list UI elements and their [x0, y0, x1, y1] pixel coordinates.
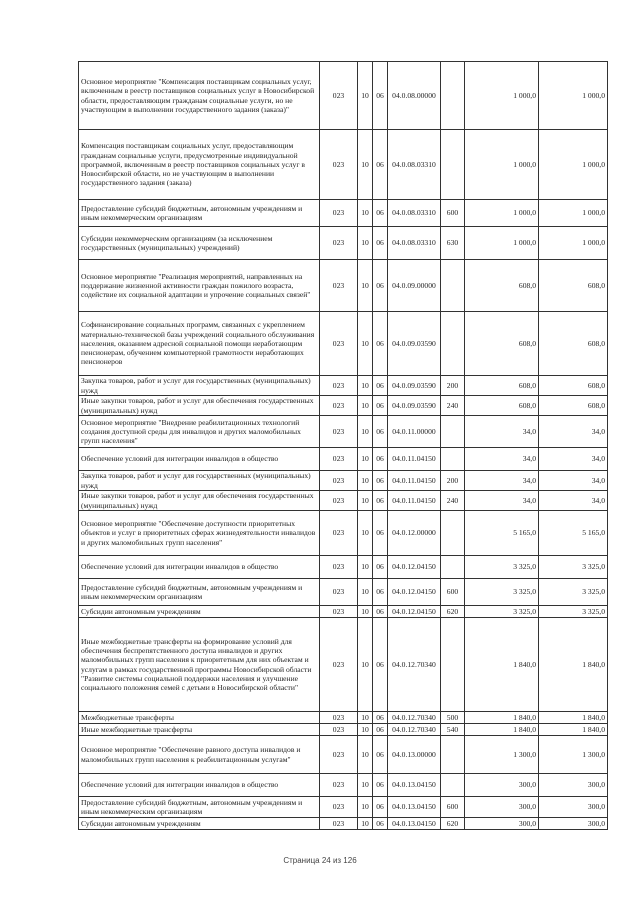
expense-type-code: 500: [441, 712, 465, 724]
row-name: Иные межбюджетные трансферты на формирование условий для обеспечения беспрепятственного доступа инвалидов и других маломобильных групп населения к приоритетным для них объектам и услугам в рамках государственной программы Новосибирской области "Развитие системы социальной поддержки населения и улучшение социального положения семей с детьми в Новосибирской области": [79, 618, 320, 712]
section-code: 10: [358, 200, 373, 227]
ministry-code: 023: [320, 312, 358, 376]
subsection-code: 06: [373, 312, 388, 376]
amount-year-1: 1 840,0: [465, 712, 539, 724]
subsection-code: 06: [373, 797, 388, 818]
amount-year-1: 5 165,0: [465, 511, 539, 556]
ministry-code: 023: [320, 511, 358, 556]
table-row: [79, 448, 608, 471]
expense-type-code: [441, 448, 465, 471]
expense-type-code: 620: [441, 818, 465, 830]
amount-year-2: 3 325,0: [539, 606, 608, 618]
row-name: Предоставление субсидий бюджетным, автономным учреждениям и иным некоммерческим организациям: [79, 200, 320, 227]
subsection-code: 06: [373, 712, 388, 724]
subsection-code: 06: [373, 579, 388, 606]
row-name: Закупка товаров, работ и услуг для государственных (муниципальных) нужд: [79, 471, 320, 491]
ministry-code: 023: [320, 376, 358, 396]
amount-year-2: 1 000,0: [539, 130, 608, 200]
row-name: Межбюджетные трансферты: [79, 712, 320, 724]
row-name: Предоставление субсидий бюджетным, автономным учреждениям и иным некоммерческим организациям: [79, 797, 320, 818]
section-code: 10: [358, 312, 373, 376]
section-code: 10: [358, 736, 373, 774]
ministry-code: 023: [320, 227, 358, 260]
subsection-code: 06: [373, 724, 388, 736]
table-row: [79, 130, 608, 200]
target-article-code: 04.0.09.03590: [388, 376, 441, 396]
expense-type-code: [441, 511, 465, 556]
amount-year-1: 1 840,0: [465, 724, 539, 736]
row-name: Субсидии некоммерческим организациям (за исключением государственных (муниципальных) учреждений): [79, 227, 320, 260]
target-article-code: 04.0.12.04150: [388, 556, 441, 579]
target-article-code: 04.0.09.00000: [388, 260, 441, 312]
table-row: [79, 416, 608, 448]
amount-year-1: 608,0: [465, 376, 539, 396]
ministry-code: 023: [320, 712, 358, 724]
table-row: [79, 62, 608, 130]
amount-year-2: 1 000,0: [539, 200, 608, 227]
expense-type-code: 240: [441, 396, 465, 416]
ministry-code: 023: [320, 62, 358, 130]
ministry-code: 023: [320, 818, 358, 830]
target-article-code: 04.0.12.04150: [388, 606, 441, 618]
ministry-code: 023: [320, 396, 358, 416]
amount-year-1: 34,0: [465, 491, 539, 511]
section-code: 10: [358, 62, 373, 130]
ministry-code: 023: [320, 200, 358, 227]
ministry-code: 023: [320, 606, 358, 618]
section-code: 10: [358, 724, 373, 736]
section-code: 10: [358, 448, 373, 471]
amount-year-2: 1 300,0: [539, 736, 608, 774]
expense-type-code: 600: [441, 200, 465, 227]
ministry-code: 023: [320, 724, 358, 736]
row-name: Иные закупки товаров, работ и услуг для обеспечения государственных (муниципальных) нужд: [79, 396, 320, 416]
subsection-code: 06: [373, 62, 388, 130]
expense-type-code: [441, 736, 465, 774]
ministry-code: 023: [320, 556, 358, 579]
table-row: [79, 511, 608, 556]
section-code: 10: [358, 797, 373, 818]
row-name: Софинансирование социальных программ, связанных с укреплением материально-технической базы учреждений социального обслуживания населения, оказанием адресной социальной помощи неработающим пенсионерам, обучением компьютерной грамотности неработающих пенсионеров: [79, 312, 320, 376]
table-row: [79, 579, 608, 606]
subsection-code: 06: [373, 376, 388, 396]
amount-year-2: 1 840,0: [539, 712, 608, 724]
section-code: 10: [358, 491, 373, 511]
expense-type-code: [441, 312, 465, 376]
table-body: [79, 62, 608, 830]
row-name: Основное мероприятие "Реализация мероприятий, направленных на поддержание жизненной активности граждан пожилого возраста, содействие их социальной адаптации и упрочение социальных связей": [79, 260, 320, 312]
amount-year-2: 608,0: [539, 260, 608, 312]
table-row: [79, 736, 608, 774]
subsection-code: 06: [373, 774, 388, 797]
section-code: 10: [358, 227, 373, 260]
amount-year-1: 1 300,0: [465, 736, 539, 774]
row-name: Закупка товаров, работ и услуг для государственных (муниципальных) нужд: [79, 376, 320, 396]
row-name: Субсидии автономным учреждениям: [79, 818, 320, 830]
section-code: 10: [358, 130, 373, 200]
subsection-code: 06: [373, 736, 388, 774]
amount-year-1: 1 000,0: [465, 200, 539, 227]
table-row: [79, 471, 608, 491]
amount-year-2: 34,0: [539, 491, 608, 511]
amount-year-2: 300,0: [539, 797, 608, 818]
amount-year-2: 1 840,0: [539, 618, 608, 712]
table-row: [79, 556, 608, 579]
subsection-code: 06: [373, 227, 388, 260]
target-article-code: 04.0.11.00000: [388, 416, 441, 448]
subsection-code: 06: [373, 511, 388, 556]
amount-year-1: 3 325,0: [465, 556, 539, 579]
row-name: Иные закупки товаров, работ и услуг для обеспечения государственных (муниципальных) нужд: [79, 491, 320, 511]
section-code: 10: [358, 416, 373, 448]
table-row: [79, 260, 608, 312]
page-number: Страница 24 из 126: [283, 856, 357, 865]
target-article-code: 04.0.13.04150: [388, 797, 441, 818]
section-code: 10: [358, 376, 373, 396]
target-article-code: 04.0.09.03590: [388, 312, 441, 376]
section-code: 10: [358, 579, 373, 606]
row-name: Основное мероприятие "Внедрение реабилитационных технологий создания доступной среды для инвалидов и других маломобильных групп населения": [79, 416, 320, 448]
expense-type-code: 240: [441, 491, 465, 511]
amount-year-2: 34,0: [539, 448, 608, 471]
table-row: [79, 712, 608, 724]
table-row: [79, 227, 608, 260]
subsection-code: 06: [373, 471, 388, 491]
amount-year-1: 1 840,0: [465, 618, 539, 712]
expense-type-code: 620: [441, 606, 465, 618]
section-code: 10: [358, 618, 373, 712]
ministry-code: 023: [320, 130, 358, 200]
subsection-code: 06: [373, 396, 388, 416]
expense-type-code: [441, 260, 465, 312]
target-article-code: 04.0.11.04150: [388, 448, 441, 471]
target-article-code: 04.0.11.04150: [388, 491, 441, 511]
section-code: 10: [358, 556, 373, 579]
row-name: Компенсация поставщикам социальных услуг, предоставляющим гражданам социальные услуги, предусмотренные индивидуальной программой, включенным в реестр поставщиков социальных услуг в Новосибирской области, но не участвующим в выполнении государственного задания (заказа): [79, 130, 320, 200]
table-row: [79, 774, 608, 797]
section-code: 10: [358, 471, 373, 491]
section-code: 10: [358, 511, 373, 556]
amount-year-2: 608,0: [539, 312, 608, 376]
target-article-code: 04.0.13.00000: [388, 736, 441, 774]
section-code: 10: [358, 396, 373, 416]
amount-year-1: 300,0: [465, 797, 539, 818]
amount-year-2: 34,0: [539, 471, 608, 491]
subsection-code: 06: [373, 606, 388, 618]
section-code: 10: [358, 774, 373, 797]
amount-year-2: 1 840,0: [539, 724, 608, 736]
target-article-code: 04.0.12.00000: [388, 511, 441, 556]
expense-type-code: 540: [441, 724, 465, 736]
amount-year-2: 1 000,0: [539, 227, 608, 260]
amount-year-1: 1 000,0: [465, 62, 539, 130]
amount-year-2: 608,0: [539, 376, 608, 396]
amount-year-2: 1 000,0: [539, 62, 608, 130]
subsection-code: 06: [373, 448, 388, 471]
ministry-code: 023: [320, 416, 358, 448]
expense-type-code: [441, 774, 465, 797]
target-article-code: 04.0.12.70340: [388, 618, 441, 712]
amount-year-2: 300,0: [539, 774, 608, 797]
row-name: Субсидии автономным учреждениям: [79, 606, 320, 618]
amount-year-1: 34,0: [465, 448, 539, 471]
row-name: Обеспечение условий для интеграции инвалидов в общество: [79, 448, 320, 471]
expense-type-code: [441, 130, 465, 200]
amount-year-1: 3 325,0: [465, 606, 539, 618]
row-name: Обеспечение условий для интеграции инвалидов в общество: [79, 774, 320, 797]
ministry-code: 023: [320, 618, 358, 712]
ministry-code: 023: [320, 491, 358, 511]
subsection-code: 06: [373, 491, 388, 511]
ministry-code: 023: [320, 774, 358, 797]
expense-type-code: 630: [441, 227, 465, 260]
ministry-code: 023: [320, 448, 358, 471]
amount-year-1: 34,0: [465, 471, 539, 491]
table-row: [79, 818, 608, 830]
section-code: 10: [358, 260, 373, 312]
expense-type-code: 600: [441, 579, 465, 606]
target-article-code: 04.0.08.03310: [388, 200, 441, 227]
row-name: Основное мероприятие "Обеспечение равного доступа инвалидов и маломобильных групп населения к реабилитационным услугам": [79, 736, 320, 774]
amount-year-2: 300,0: [539, 818, 608, 830]
amount-year-2: 34,0: [539, 416, 608, 448]
amount-year-2: 608,0: [539, 396, 608, 416]
ministry-code: 023: [320, 736, 358, 774]
target-article-code: 04.0.13.04150: [388, 774, 441, 797]
row-name: Основное мероприятие "Компенсация поставщикам социальных услуг, включенным в реестр поставщиков социальных услуг в Новосибирской области, предоставляющим гражданам социальные услуги, но не участвующим в выполнении государственного задания (заказа)": [79, 62, 320, 130]
expense-type-code: [441, 62, 465, 130]
expense-type-code: 200: [441, 471, 465, 491]
amount-year-1: 608,0: [465, 260, 539, 312]
table-row: [79, 606, 608, 618]
table-row: [79, 312, 608, 376]
expense-type-code: 200: [441, 376, 465, 396]
row-name: Обеспечение условий для интеграции инвалидов в общество: [79, 556, 320, 579]
target-article-code: 04.0.12.04150: [388, 579, 441, 606]
expense-type-code: [441, 416, 465, 448]
amount-year-2: 5 165,0: [539, 511, 608, 556]
subsection-code: 06: [373, 818, 388, 830]
target-article-code: 04.0.09.03590: [388, 396, 441, 416]
expense-type-code: [441, 556, 465, 579]
subsection-code: 06: [373, 260, 388, 312]
row-name: Основное мероприятие "Обеспечение доступности приоритетных объектов и услуг в приоритетных сферах жизнедеятельности инвалидов и других маломобильных групп населения": [79, 511, 320, 556]
table-row: [79, 724, 608, 736]
section-code: 10: [358, 712, 373, 724]
subsection-code: 06: [373, 556, 388, 579]
ministry-code: 023: [320, 471, 358, 491]
subsection-code: 06: [373, 130, 388, 200]
table-row: [79, 491, 608, 511]
expense-type-code: [441, 618, 465, 712]
target-article-code: 04.0.11.04150: [388, 471, 441, 491]
ministry-code: 023: [320, 260, 358, 312]
amount-year-1: 300,0: [465, 774, 539, 797]
table-row: [79, 376, 608, 396]
ministry-code: 023: [320, 797, 358, 818]
amount-year-1: 1 000,0: [465, 227, 539, 260]
row-name: Иные межбюджетные трансферты: [79, 724, 320, 736]
budget-table: [78, 61, 608, 830]
amount-year-1: 300,0: [465, 818, 539, 830]
amount-year-1: 608,0: [465, 396, 539, 416]
amount-year-2: 3 325,0: [539, 556, 608, 579]
target-article-code: 04.0.12.70340: [388, 724, 441, 736]
amount-year-1: 1 000,0: [465, 130, 539, 200]
section-code: 10: [358, 606, 373, 618]
subsection-code: 06: [373, 618, 388, 712]
amount-year-2: 3 325,0: [539, 579, 608, 606]
table-row: [79, 618, 608, 712]
table-row: [79, 797, 608, 818]
table-row: [79, 396, 608, 416]
amount-year-1: 34,0: [465, 416, 539, 448]
amount-year-1: 3 325,0: [465, 579, 539, 606]
target-article-code: 04.0.08.03310: [388, 227, 441, 260]
target-article-code: 04.0.12.70340: [388, 712, 441, 724]
target-article-code: 04.0.08.03310: [388, 130, 441, 200]
section-code: 10: [358, 818, 373, 830]
row-name: Предоставление субсидий бюджетным, автономным учреждениям и иным некоммерческим организациям: [79, 579, 320, 606]
table-row: [79, 200, 608, 227]
target-article-code: 04.0.08.00000: [388, 62, 441, 130]
target-article-code: 04.0.13.04150: [388, 818, 441, 830]
subsection-code: 06: [373, 200, 388, 227]
amount-year-1: 608,0: [465, 312, 539, 376]
expense-type-code: 600: [441, 797, 465, 818]
subsection-code: 06: [373, 416, 388, 448]
ministry-code: 023: [320, 579, 358, 606]
